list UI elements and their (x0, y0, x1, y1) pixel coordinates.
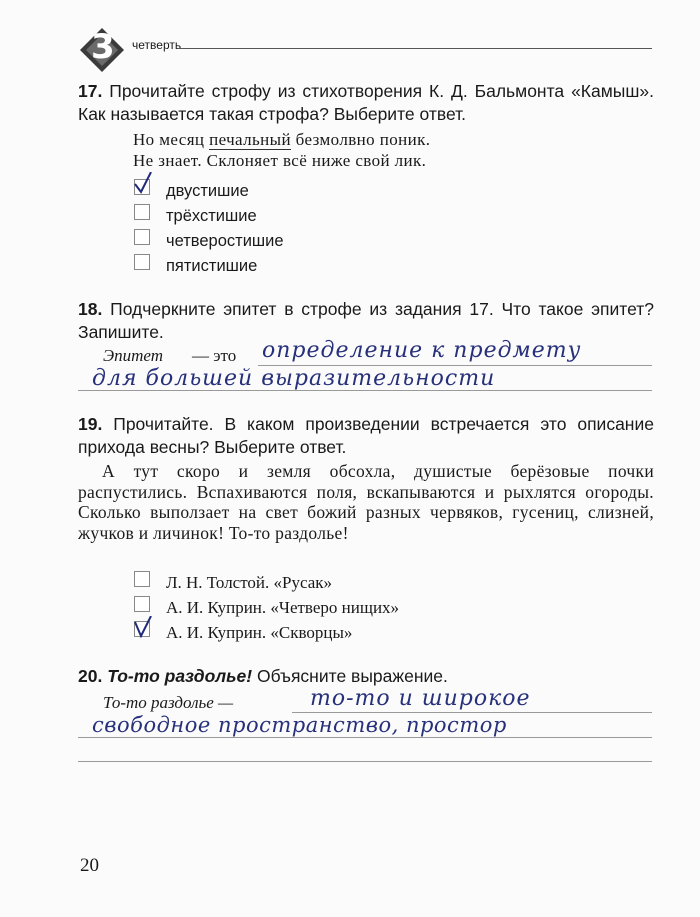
q19-checkbox-3[interactable] (134, 621, 150, 637)
q20-answer-line1[interactable]: то-то и широкое (310, 686, 531, 711)
q19-option-2: А. И. Куприн. «Четверо нищих» (166, 598, 400, 617)
page-number: 20 (80, 855, 99, 876)
q19-checkbox-2[interactable] (134, 596, 150, 612)
q17-option-4: пятистишие (166, 257, 258, 275)
q19-option-1: Л. Н. Толстой. «Русак» (166, 573, 333, 592)
q20-rule-3 (78, 761, 652, 762)
q19-prompt (78, 413, 654, 459)
q17-option-2: трёхстишие (166, 207, 257, 225)
q19-passage: А тут скоро и земля обсохла, душистые берёзовые почки распустились. Вспахиваются поля, вскапываются и рыхлятся огороды. Сколько выползает на свет божий разных червяков, гусениц, слизней, жучков и личинок! То-то раздолье! (78, 461, 654, 543)
q17-poem-line2: Не знает. Склоняет всё ниже свой лик. (133, 151, 427, 170)
q19-checkbox-1[interactable] (134, 571, 150, 587)
q17-text: Прочитайте строфу из стихотворения К. Д. Бальмонта «Камыш». Как называется такая строфа? Выберите ответ. (78, 81, 654, 124)
q17-checkbox-1[interactable] (134, 179, 150, 195)
q18-label: Эпитет (103, 346, 164, 365)
q17-checkbox-2[interactable] (134, 204, 150, 220)
poem-text: Но месяц (133, 130, 210, 149)
q17-poem-line1 (133, 129, 430, 150)
q18-answer-line2[interactable]: для большей выразительности (92, 366, 496, 391)
q17-checkbox-4[interactable] (134, 254, 150, 270)
q20-answer-line2[interactable]: свободное пространство, простор (92, 713, 507, 737)
q18-text: Подчеркните эпитет в строфе из задания 17. Что такое эпитет? Запишите. (78, 299, 654, 342)
q19-text: Прочитайте. В каком произведении встречается это описание прихода весны? Выберите ответ. (78, 414, 654, 457)
q20-number: 20. (78, 666, 103, 686)
q19-number: 19. (78, 414, 103, 434)
q18-rule-2 (78, 390, 652, 391)
underlined-epithet[interactable]: печальный (209, 130, 291, 149)
q18-number: 18. (78, 299, 103, 319)
q17-option-3: четверостишие (166, 232, 284, 250)
q17-checkbox-3[interactable] (134, 229, 150, 245)
q20-phrase: То-то раздолье! (107, 666, 253, 686)
header-rule (180, 48, 652, 49)
checkmark-icon (133, 616, 155, 640)
q20-text: Объясните выражение. (256, 666, 448, 686)
checkmark-icon (133, 172, 155, 196)
q18-dash: — это (192, 346, 237, 365)
poem-text: безмолвно поник. (291, 130, 431, 149)
quarter-number: 3 (91, 27, 115, 67)
q17-number: 17. (78, 81, 103, 101)
quarter-label: четверть (132, 38, 182, 52)
q20-label: То-то раздолье — (103, 693, 234, 712)
q18-answer-line1[interactable]: определение к предмету (262, 338, 582, 363)
q19-option-3: А. И. Куприн. «Скворцы» (166, 623, 353, 642)
q17-prompt (78, 80, 654, 126)
q20-prompt (78, 665, 654, 688)
q20-rule-2 (78, 737, 652, 738)
q17-option-1: двустишие (166, 182, 249, 200)
